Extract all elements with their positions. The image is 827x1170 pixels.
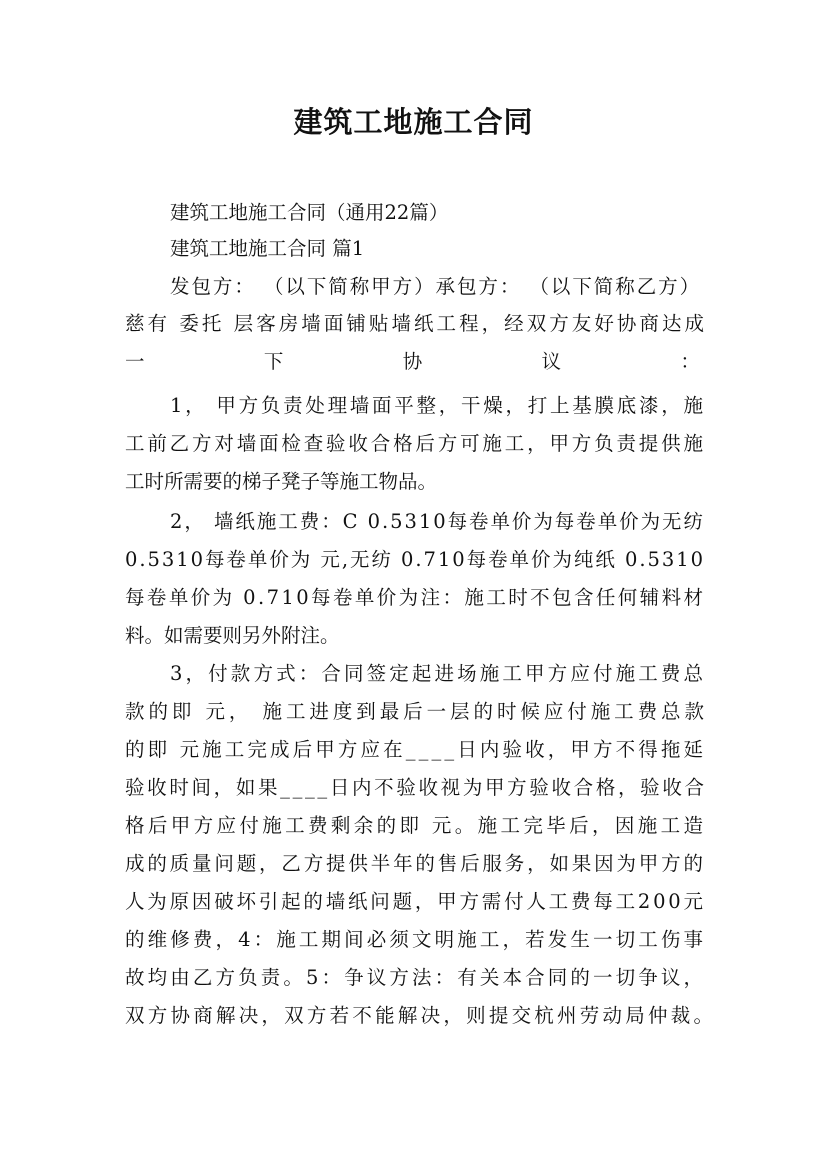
document-line-text: 3，付款方式：合同签定起进场施工甲方应付施工费总 [170,662,707,685]
document-line-text: 人为原因破坏引起的墙纸问题，甲方需付人工费每工200元 [125,890,706,913]
document-line [0,391,827,421]
document-line-text: 双方协商解决，双方若不能解决，则提交杭州劳动局仲裁。 [125,1004,717,1027]
document-line-text: 成的质量问题，乙方提供半年的售后服务，如果因为甲方的 [125,852,706,875]
document-line [0,887,827,917]
document-line-text: 建筑工地施工合同（通用22篇） [170,201,449,224]
document-line [0,1001,827,1031]
document-line-text: 1， 甲方负责处理墙面平整，干燥，打上基膜底漆，施 [170,394,706,417]
document-line [0,773,827,803]
document-line [0,234,827,264]
document-line-text: 慈有 委托 层客房墙面铺贴墙纸工程，经双方友好协商达成 [125,312,708,335]
document-line [0,697,827,727]
document-line-text: 工前乙方对墙面检查验收合格后方可施工，甲方负责提供施 [125,432,706,455]
document-line [0,507,827,537]
document-line [0,621,827,651]
document-line-text: 款的即 元， 施工进度到最后一层的时候应付施工费总款 [125,700,708,723]
document-line [0,347,827,377]
document-line-text: 0.5310每卷单价为 元,无纺 0.710每卷单价为纯纸 0.5310 [125,548,705,571]
document-line-text: 验收时间，如果____日内不验收视为甲方验收合格，验收合 [125,776,707,799]
document-line-text: 的维修费，4：施工期间必须文明施工，若发生一切工伤事 [125,928,707,951]
document-line [0,583,827,613]
document-line-text: 一下协议： [125,350,820,373]
document-line [0,198,827,228]
document-line [0,735,827,765]
document-line [0,272,827,302]
document-line [0,963,827,993]
document-line [0,925,827,955]
document-line [0,467,827,497]
document-line-text: 的即 元施工完成后甲方应在____日内验收，甲方不得拖延 [125,738,707,761]
document-line [0,849,827,879]
document-line-text: 故均由乙方负责。5：争议方法：有关本合同的一切争议， [125,966,707,989]
document-line-text: 工时所需要的梯子凳子等施工物品。 [125,470,438,493]
document-line-text: 每卷单价为 0.710每卷单价为注：施工时不包含任何辅料材 [125,586,706,609]
document-title: 建筑工地施工合同 [293,105,534,139]
document-line [0,545,827,575]
document-line-text: 建筑工地施工合同 篇1 [170,237,365,260]
document-line-text: 2， 墙纸施工费：C 0.5310每卷单价为每卷单价为无纺 [170,510,705,533]
document-line-text: 料。如需要则另外附注。 [125,624,340,647]
document-line-text: 格后甲方应付施工费剩余的即 元。施工完毕后，因施工造 [125,814,707,837]
document-line [0,429,827,459]
document-line [0,811,827,841]
document-line [0,309,827,339]
document-line-text: 发包方： （以下简称甲方）承包方： （以下简称乙方） [170,275,702,298]
document-line [0,659,827,689]
